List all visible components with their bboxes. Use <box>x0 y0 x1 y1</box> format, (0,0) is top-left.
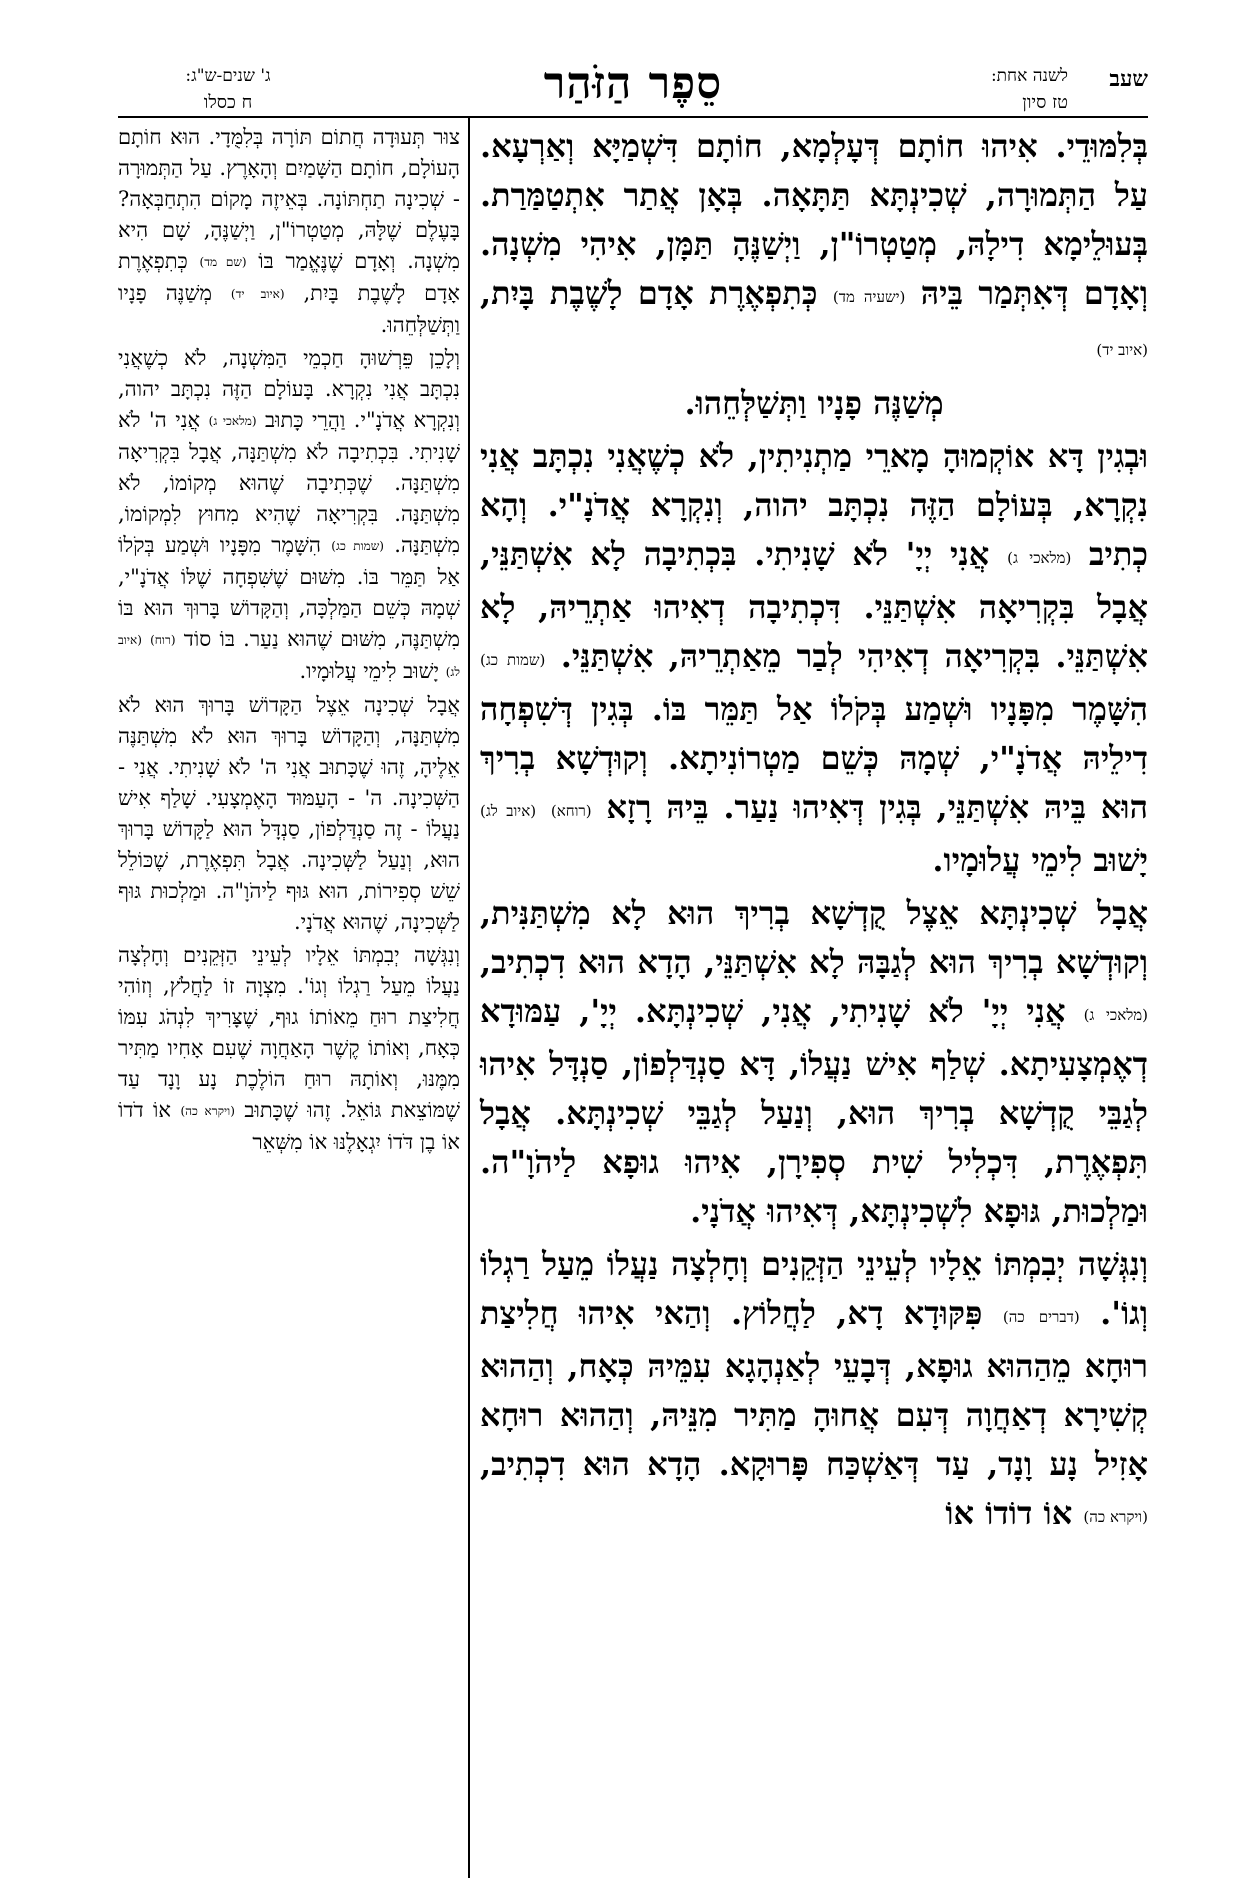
main-text: אֲנִי יְיָ' לֹא שָׁנִיתִי. בִּכְתִיבָה לָא אִשְׁתַּנֵּי, אֲבָל בִּקְרִיאָה אִשְׁתַּנֵּי. דִּכְתִיבָה דְאִיהוּ אַתְרֵיהּ, לָא אִשְׁתַּנֵּי. בִּקְרִיאָה דְאִיהִי לְבַר מֵאַתְרֵיהּ, אִשְׁתַּנֵּי. <box>480 535 1148 675</box>
main-paragraph <box>480 1240 1148 1542</box>
main-paragraph <box>480 379 1148 428</box>
side-text: כְּתִפְאֶרֶת אָדָם לָשֶׁבֶת בָּיִת, <box>118 249 460 305</box>
source-ref: (מלאכי ג) <box>1007 549 1072 567</box>
hebrew-date: טז סיון <box>1022 92 1068 113</box>
main-text: יָשׁוּב לִימֵי עֲלוּמָיו. <box>932 841 1148 879</box>
main-paragraph <box>480 122 1148 375</box>
hebrew-date-left: ח כסלו <box>203 92 253 113</box>
translation-column <box>118 122 460 1872</box>
main-text: אוֹ דוֹדוֹ אוֹ <box>945 1494 1073 1532</box>
source-ref: (מלאכי ג) <box>1083 1006 1149 1024</box>
book-title: סֵפֶר הַזֹּהַר <box>543 58 723 109</box>
side-text: אֲבָל שְׁכִינָה אֵצֶל הַקָּדוֹשׁ בָּרוּךְ הוּא לֹא מִשְׁתַּנָּה, וְהַקָּדוֹשׁ בָּרוּךְ הוּא לֹא מִשְׁתַּנֶּה אֵלֶיהָ, זֶהוּ שֶׁכָּתוּב אֲנִי ה' לֹא שָׁנִיתִי. אֲנִי - הַשְּׁכִינָה. ה' - הָעַמּוּד הָאֶמְצָעִי. שָׁלַף אִישׁ נַעֲלוֹ - זֶה סַנְדַּלְפוֹן, סַנְדָּל הוּא לַקָּדוֹשׁ בָּרוּךְ הוּא, וְנַעַל לַשְּׁכִינָה. אֲבָל תִּפְאֶרֶת, שֶׁכּוֹלֵל שֵׁשׁ סְפִירוֹת, הוּא גּוּף לַיהֹוָ"ה. וּמַלְכוּת גּוּף לַשְּׁכִינָה, שֶׁהוּא אֲדֹנָי. <box>118 693 460 934</box>
source-ref: (רוחא) <box>550 802 592 820</box>
source-ref: (איוב יד) <box>1096 341 1148 359</box>
main-paragraph <box>480 889 1148 1236</box>
main-text: מְשַׁנֶּה פָנָיו וַתְּשַׁלְּחֵהוּ. <box>684 384 944 422</box>
main-text: אֲנִי יְיָ' לֹא שָׁנִיתִי, אֲנִי, שְׁכִינְתָּא. יְיָ', עַמּוּדָא דְאֶמְצָעִיתָא. שְׁלַף אִישׁ נַעֲלוֹ, דָּא סַנְדַּלְפוֹן, סַנְדָּל אִיהוּ לְגַבֵּי קֻדְשָׁא בְרִיךְ הוּא, וְנַעַל לְגַבֵּי שְׁכִינְתָּא. אֲבָל תִּפְאֶרֶת, דִּכְלִיל שִׁית סְפִירָן, אִיהוּ גוּפָא לַיהֹוָ"ה. וּמַלְכוּת, גּוּפָא לִשְׁכִינְתָּא, דְּאִיהוּ אֲדֹנָי. <box>480 992 1148 1230</box>
source-ref: (ישעיה מד) <box>832 288 906 306</box>
source-ref: (מלאכי ג) <box>208 414 257 428</box>
side-text: אֲנִי ה' לֹא שָׁנִיתִי. בִּכְתִיבָה לֹא מִשְׁתַּנָּה, אֲבָל בִּקְרִיאָה מִשְׁתַּנָּה. שֶׁכְּתִיבָה שֶׁהוּא מְקוֹמוֹ, לֹא מִשְׁתַּנָּה. בִּקְרִיאָה שֶׁהִיא מִחוּץ לִמְקוֹמוֹ, מִשְׁתַּנָּה. <box>118 408 460 557</box>
side-paragraph <box>118 940 460 1158</box>
side-paragraph <box>118 122 460 341</box>
three-years-label: ג' שנים-ש"ג: <box>185 66 271 86</box>
main-text: אֲבָל שְׁכִינְתָּא אֵצֶל קֻדְשָׁא בְרִיךְ הוּא לָא מִשְׁתַּנִּית, וְקוּדְשָׁא בְרִיךְ הוּא לְגַבָּהּ לָא אִשְׁתַּנֵּי, הָדָא הוּא דִכְתִיב, <box>480 894 1148 981</box>
column-divider <box>468 118 470 1878</box>
main-text: וְנִגְּשָׁה יְבִמְתּוֹ אֵלָיו לְעֵינֵי הַזְּקֵנִים וְחָלְצָה נַעֲלוֹ מֵעַל רַגְלוֹ וְגוֹ'. <box>480 1245 1149 1332</box>
source-ref: (שמות כג) <box>331 539 384 553</box>
main-text: וּבְגִין דָּא אוֹקְמוּהָ מָארֵי מַתְנִיתִין, לֹא כְשֶׁאֲנִי נִכְתָּב אֲנִי נִקְרָא, בְּעוֹלָם הַזֶּה נִכְתָּב יהוה, וְנִקְרָא אֲדֹנָ"י. וְהָא כְתִיב <box>480 437 1149 573</box>
side-text: הִשָּׁמֶר מִפָּנָיו וּשְׁמַע בְּקֹלוֹ אַל תַּמֵּר בּוֹ. מִשּׁוּם שֶׁשִּׁפְחָה שֶׁלּוֹ אֲדֹנָ"י, שְׁמָהּ כְּשֵׁם הַמַּלְכָּה, וְהַקָּדוֹשׁ בָּרוּךְ הוּא בּוֹ מִשְׁתַּנֶּה, מִשּׁוּם שֶׁהוּא נַעַר. בּוֹ סוֹד <box>118 533 460 651</box>
source-ref: (איוב לג) <box>118 633 460 679</box>
source-ref: (רוח) <box>150 633 176 647</box>
year-daily-label: לשנה אחת: <box>990 66 1068 86</box>
main-text: כְּתִפְאֶרֶת אָדָם לָשֶׁבֶת בָּיִת, <box>480 274 818 312</box>
source-ref: (שמות כג) <box>480 651 546 669</box>
source-ref: (ויקרא כה) <box>180 1104 235 1118</box>
source-ref: (איוב יד) <box>230 287 285 301</box>
side-text: וְלָכֵן פֵּרְשׁוּהָ חַכְמֵי הַמִּשְׁנָה, לֹא כְשֶׁאֲנִי נִכְתָּב אֲנִי נִקְרָא. בָּעוֹלָם הַזֶּה נִכְתָּב יהוה, וְנִקְרָא אֲדֹנָ"י. וַהֲרֵי כָּתוּב <box>118 346 460 432</box>
main-text: הִשָּׁמֶר מִפָּנָיו וּשְׁמַע בְּקֹלוֹ אַל תַּמֵּר בּוֹ. בְּגִין דְּשִׁפְחָה דִילֵיהּ אֲדֹנָ"י, שְׁמָהּ כְּשֵׁם מַטְרוֹנִיתָא. וְקוּדְשָׁא בְרִיךְ הוּא בֵּיהּ אִשְׁתַּנֵּי, בְּגִין דְּאִיהוּ נַעַר. בֵּיהּ רָזָא <box>480 690 1149 826</box>
source-ref: (איוב לג) <box>480 802 537 820</box>
header-divider <box>118 116 1148 118</box>
page-header <box>118 58 1148 114</box>
page-number: שעב <box>1109 66 1148 92</box>
side-text: וְנִגְּשָׁה יְבִמְתּוֹ אֵלָיו לְעֵינֵי הַזְּקֵנִים וְחָלְצָה נַעֲלוֹ מֵעַל רַגְלוֹ וְגוֹ'. מִצְוָה זוֹ לַחֲלֹץ, וְזוֹהִי חֲלִיצַת רוּחַ מֵאוֹתוֹ גוּף, שֶׁצָּרִיךְ לִנְהֹג עִמּוֹ כְּאָח, וְאוֹתוֹ קֶשֶׁר הָאַחֲוָה שֶׁעִם אָחִיו מַתִּיר מִמֶּנּוּ, וְאוֹתָהּ רוּחַ הוֹלֶכֶת נָע וָנָד עַד שֶׁמּוֹצֵאת גּוֹאֵל. זֶהוּ שֶׁכָּתוּב <box>118 943 460 1122</box>
side-paragraph <box>118 690 460 938</box>
side-text: מְשַׁנֶּה פָנָיו וַתְּשַׁלְּחֵהוּ. <box>118 281 460 337</box>
side-paragraph <box>118 343 460 688</box>
main-text-column <box>480 122 1148 1872</box>
source-ref: (ויקרא כה) <box>1083 1508 1148 1526</box>
main-paragraph <box>480 432 1148 885</box>
header-left <box>118 66 338 116</box>
main-text: פִּקּוּדָא דָא, לַחֲלוֹץ. וְהַאי אִיהוּ חֲלִיצַת רוּחָא מֵהַהוּא גוּפָא, דְּבָעֵי לְאַנְהָגָא עִמֵּיהּ כְּאָח, וְהַהוּא קְשִׁירָא דְאַחֲוָה דְּעִם אֲחוּהָ מַתִּיר מִנֵּיהּ, וְהַהוּא רוּחָא אָזִיל נָע וָנָד, עַד דְּאַשְׁכַּח פָּרוּקָא. הָדָא הוּא דִכְתִיב, <box>480 1294 1148 1483</box>
side-text: יָשׁוּב לִימֵי עֲלוּמָיו. <box>299 659 440 683</box>
main-text: בְּלִמּוּדֵי. אִיהוּ חוֹתָם דְּעָלְמָא, חוֹתָם דִּשְׁמַיָּא וְאַרְעָא. עַל הַתְּמוּרָה, שְׁכִינְתָּא תַּתָּאָה. בְּאָן אֲתַר אִתְטַמַּרַת. בְּעוּלֵימָא דִילָהּ, מְטַטְרוֹ"ן, וַיְשַׁנֶּהָ תַּמָּן, אִיהִי מִשְׁנָה. וְאָדָם דְּאִתְּמַר בֵּיהּ <box>480 127 1149 312</box>
side-text: אוֹ דֹדוֹ אוֹ בֶן דֹּדוֹ יִגְאָלֶנּוּ אוֹ מִשְּׁאֵר <box>118 1098 460 1154</box>
side-text: צוּר תְּעוּדָה חֲתוֹם תּוֹרָה בְּלִמֻּדָי. הוּא חוֹתָם הָעוֹלָם, חוֹתָם הַשָּׁמַיִם וְהָאָרֶץ. עַל הַתְּמוּרָה - שְׁכִינָה תַחְתּוֹנָה. בְּאֵיזֶה מָקוֹם הִתְחַבְּאָה? בָּעֶלֶם שֶׁלָּהּ, מְטַטְרוֹ"ן, וַיְשַׁנֶּהָ, שָׁם הִיא מִשְׁנָה. וְאָדָם שֶׁנֶּאֱמַר בּוֹ <box>118 125 460 273</box>
source-ref: (שם מד) <box>199 255 247 269</box>
source-ref: (דברים כה) <box>1002 1308 1080 1326</box>
